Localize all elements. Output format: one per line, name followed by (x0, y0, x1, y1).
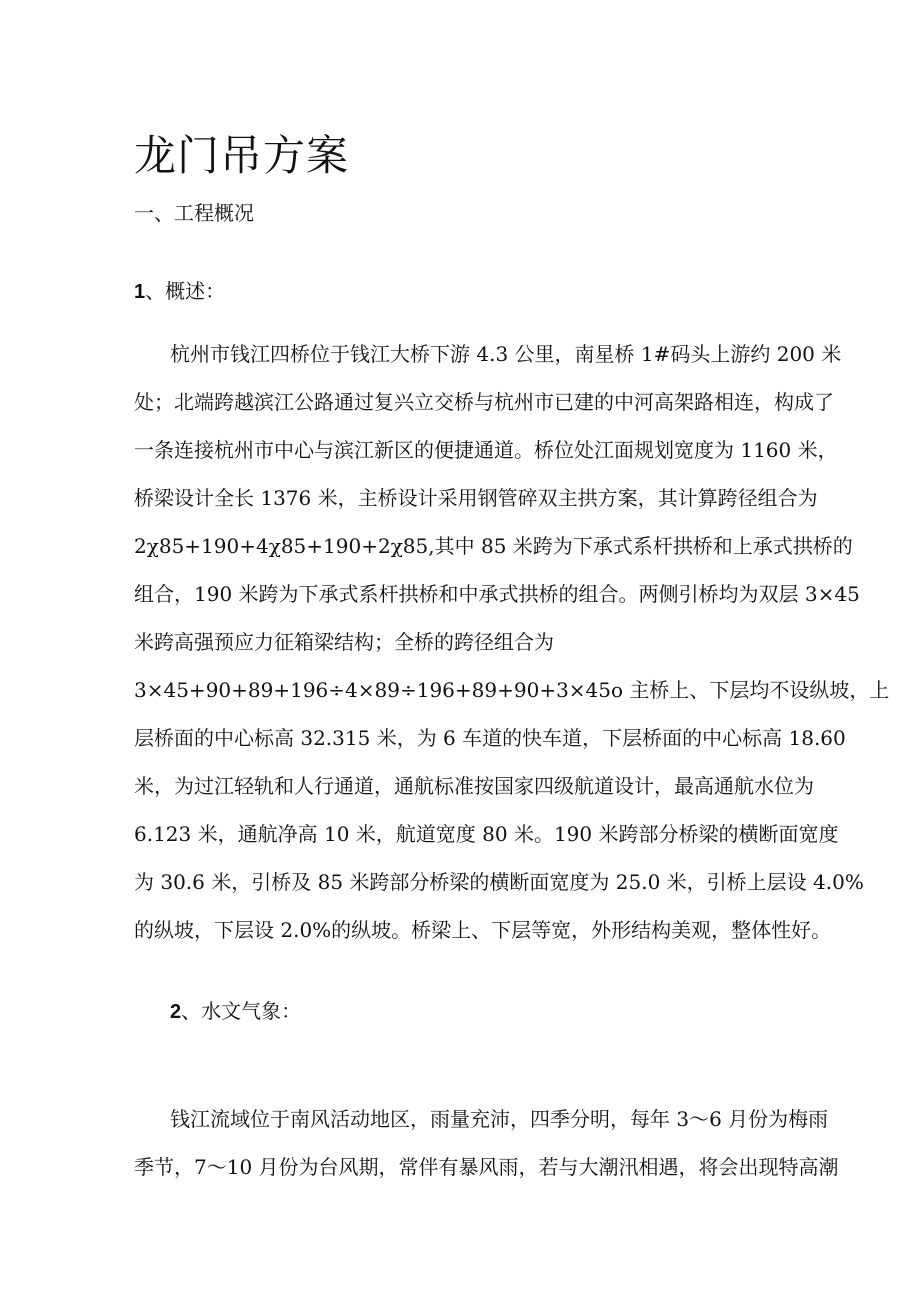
paragraph-line: 为 30.6 米，引桥及 85 米跨部分桥梁的横断面宽度为 25.0 米，引桥上层设 4.0% (134, 870, 864, 894)
paragraph-line: 桥梁设计全长 1376 米，主桥设计采用钢管碎双主拱方案，其计算跨径组合为 (134, 486, 818, 510)
subsection-label: 、概述： (145, 279, 226, 303)
paragraph-line: 一条连接杭州市中心与滨江新区的便捷通道。桥位处江面规划宽度为 1160 米， (134, 438, 838, 462)
paragraph-line: 的纵坡，下层设 2.0%的纵坡。桥梁上、下层等宽，外形结构美观，整体性好。 (134, 918, 832, 942)
subsection-heading-summary (134, 276, 225, 307)
document-title: 龙门吊方案 (134, 131, 350, 180)
subsection-number: 2 (170, 1001, 182, 1023)
paragraph-line: 季节，7～10 月份为台风期，常伴有暴风雨，若与大潮汛相遇，将会出现特高潮 (134, 1155, 839, 1179)
paragraph-line: 米，为过江轻轨和人行通道，通航标准按国家四级航道设计，最高通航水位为 (134, 774, 814, 798)
section-heading-overview: 一、工程概况 (134, 201, 254, 225)
overview-paragraph (134, 330, 890, 954)
paragraph-line: 米跨高强预应力征箱梁结构；全桥的跨径组合为 (134, 630, 554, 654)
subsection-number: 1 (134, 281, 146, 303)
paragraph-line: 3×45+90+89+196÷4×89÷196+89+90+3×45o 主桥上、下层均不设纵坡，上 (134, 678, 890, 702)
subsection-heading-hydrology (170, 996, 301, 1027)
paragraph-line: 杭州市钱江四桥位于钱江大桥下游 4.3 公里，南星桥 1#码头上游约 200 米 (170, 342, 842, 366)
subsection-label: 、水文气象： (181, 999, 302, 1023)
paragraph-line: 2χ85+190+4χ85+190+2χ85,其中 85 米跨为下承式系杆拱桥和上承式拱桥的 (134, 534, 853, 558)
paragraph-line: 处；北端跨越滨江公路通过复兴立交桥与杭州市已建的中河高架路相连，构成了 (134, 390, 834, 414)
paragraph-line: 层桥面的中心标高 32.315 米，为 6 车道的快车道，下层桥面的中心标高 18.60 (134, 726, 846, 750)
paragraph-line: 组合，190 米跨为下承式系杆拱桥和中承式拱桥的组合。两侧引桥均为双层 3×45 (134, 582, 860, 606)
paragraph-line: 钱江流域位于南风活动地区，雨量充沛，四季分明，每年 3～6 月份为梅雨 (170, 1107, 829, 1131)
paragraph-line: 6.123 米，通航净高 10 米，航道宽度 80 米。190 米跨部分桥梁的横断面宽度 (134, 822, 839, 846)
hydrology-paragraph (134, 1095, 839, 1191)
